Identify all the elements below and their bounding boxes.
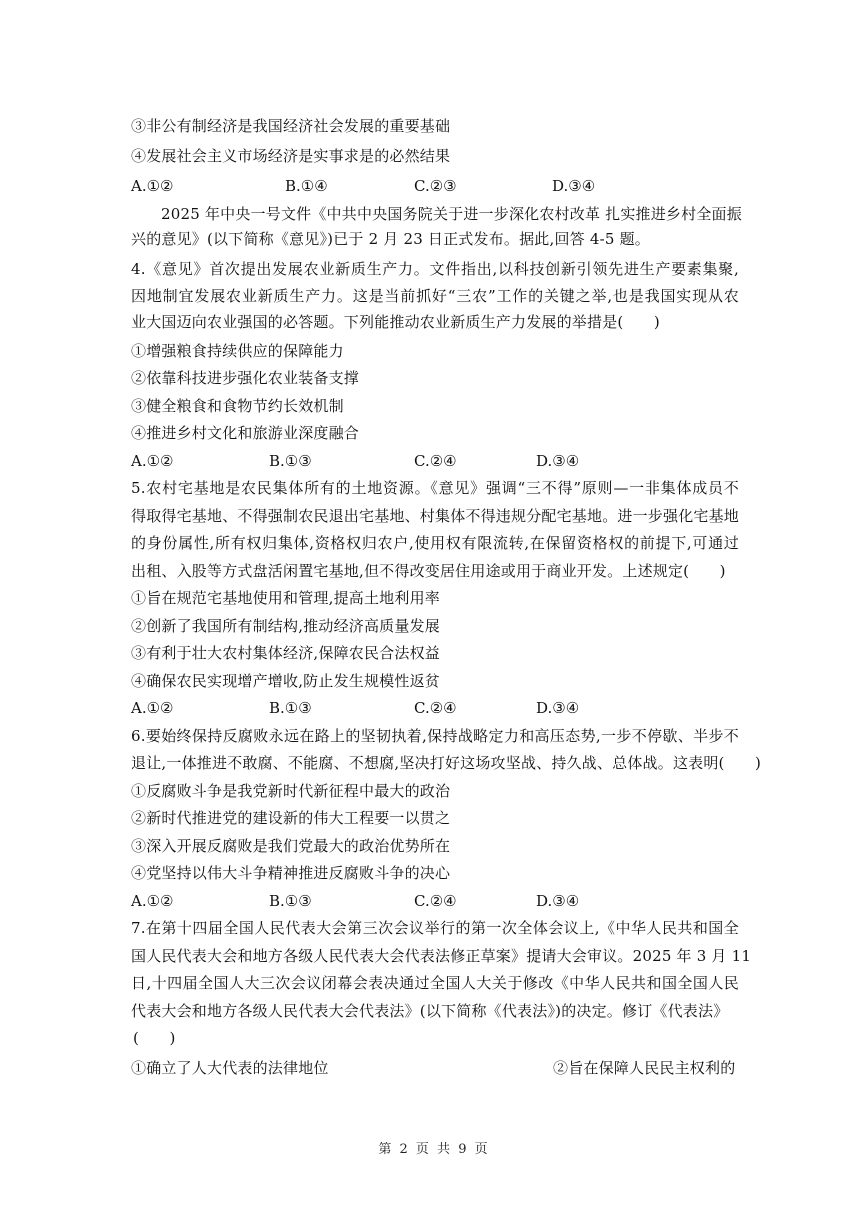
- choice-b: B.①③: [269, 892, 312, 910]
- q5-stem-line-1: 5.农村宅基地是农民集体所有的土地资源。《意见》强调“三不得”原则—一非集体成员不: [131, 479, 739, 497]
- choice-d: D.③④: [552, 177, 596, 195]
- intro-line-2: 兴的意见》(以下简称《意见》)已于 2 月 23 日正式发布。据此,回答 4-5 题。: [131, 230, 650, 248]
- q7-stem-line-3: 日,十四届全国人大三次会议闭幕会表决通过全国人大关于修改《中华人民共和国全国人民: [131, 974, 739, 992]
- q7-option-1: ①确立了人大代表的法律地位: [131, 1059, 329, 1077]
- choice-c: C.②④: [414, 892, 457, 910]
- choice-b: B.①③: [269, 452, 312, 470]
- choice-a: A.①②: [131, 892, 174, 910]
- q5-stem-line-3: 的身份属性,所有权归集体,资格权归农户,使用权有限流转,在保留资格权的前提下,可通过: [131, 534, 739, 552]
- choice-c: C.②④: [414, 452, 457, 470]
- q6-option-2: ②新时代推进党的建设新的伟大工程要一以贯之: [131, 809, 451, 827]
- choice-d: D.③④: [536, 892, 580, 910]
- q7-stem-line-4: 代表大会和地方各级人民代表大会代表法》(以下简称《代表法》)的决定。修订《代表法》: [131, 1002, 729, 1020]
- q6-option-4: ④党坚持以伟大斗争精神推进反腐败斗争的决心: [131, 864, 451, 882]
- q5-option-4: ④确保农民实现增产增收,防止发生规模性返贫: [131, 672, 440, 690]
- choice-c: C.②③: [414, 177, 457, 195]
- intro-line-1: 2025 年中央一号文件《中共中央国务院关于进一步深化农村改革 扎实推进乡村全面振: [161, 205, 742, 223]
- q4-option-4: ④推进乡村文化和旅游业深度融合: [131, 424, 360, 442]
- choice-d: D.③④: [536, 699, 580, 717]
- q5-stem-line-4: 出租、入股等方式盘活闲置宅基地,但不得改变居住用途或用于商业开发。上述规定( ): [131, 562, 726, 580]
- q5-stem-line-2: 得取得宅基地、不得强制农民退出宅基地、村集体不得违规分配宅基地。进一步强化宅基地: [131, 507, 740, 525]
- q7-stem-line-1: 7.在第十四届全国人民代表大会第三次会议举行的第一次全体会议上,《中华人民共和国全: [131, 919, 739, 937]
- q4-option-1: ①增强粮食持续供应的保障能力: [131, 342, 344, 360]
- q6-option-3: ③深入开展反腐败是我们党最大的政治优势所在: [131, 837, 451, 855]
- q4-option-3: ③健全粮食和食物节约长效机制: [131, 397, 344, 415]
- q7-stem-line-2: 国人民代表大会和地方各级人民代表大会代表法修正草案》提请大会审议。2025 年 3 月 11: [131, 947, 752, 965]
- choice-c: C.②④: [414, 699, 457, 717]
- choice-a: A.①②: [131, 177, 174, 195]
- q5-option-2: ②创新了我国所有制结构,推动经济高质量发展: [131, 617, 440, 635]
- q5-option-1: ①旨在规范宅基地使用和管理,提高土地利用率: [131, 589, 440, 607]
- choice-d: D.③④: [536, 452, 580, 470]
- q4-option-2: ②依靠科技进步强化农业装备支撑: [131, 369, 360, 387]
- q4-stem-line-1: 4.《意见》首次提出发展农业新质生产力。文件指出,以科技创新引领先进生产要素集聚,: [131, 260, 739, 278]
- q4-stem-line-2: 因地制宜发展农业新质生产力。这是当前抓好“三农”工作的关键之举,也是我国实现从农: [131, 287, 739, 305]
- choice-b: B.①③: [269, 699, 312, 717]
- q4-stem-line-3: 业大国迈向农业强国的必答题。下列能推动农业新质生产力发展的举措是( ): [131, 313, 660, 331]
- option-3: ③非公有制经济是我国经济社会发展的重要基础: [131, 117, 451, 135]
- q5-option-3: ③有利于壮大农村集体经济,保障农民合法权益: [131, 644, 440, 662]
- choice-a: A.①②: [131, 452, 174, 470]
- choice-a: A.①②: [131, 699, 174, 717]
- option-4: ④发展社会主义市场经济是实事求是的必然结果: [131, 147, 451, 165]
- q6-stem-line-2: 退让,一体推进不敢腐、不能腐、不想腐,坚决打好这场攻坚战、持久战、总体战。这表明( ): [131, 754, 762, 772]
- q7-stem-line-5: ( ): [133, 1029, 176, 1047]
- q7-option-2: ②旨在保障人民民主权利的: [553, 1059, 736, 1077]
- page-number-footer: 第 2 页 共 9 页: [378, 1142, 490, 1157]
- choice-b: B.①④: [285, 177, 328, 195]
- q6-option-1: ①反腐败斗争是我党新时代新征程中最大的政治: [131, 782, 451, 800]
- q6-stem-line-1: 6.要始终保持反腐败永远在路上的坚韧执着,保持战略定力和高压态势,一步不停歇、半步不: [131, 727, 739, 745]
